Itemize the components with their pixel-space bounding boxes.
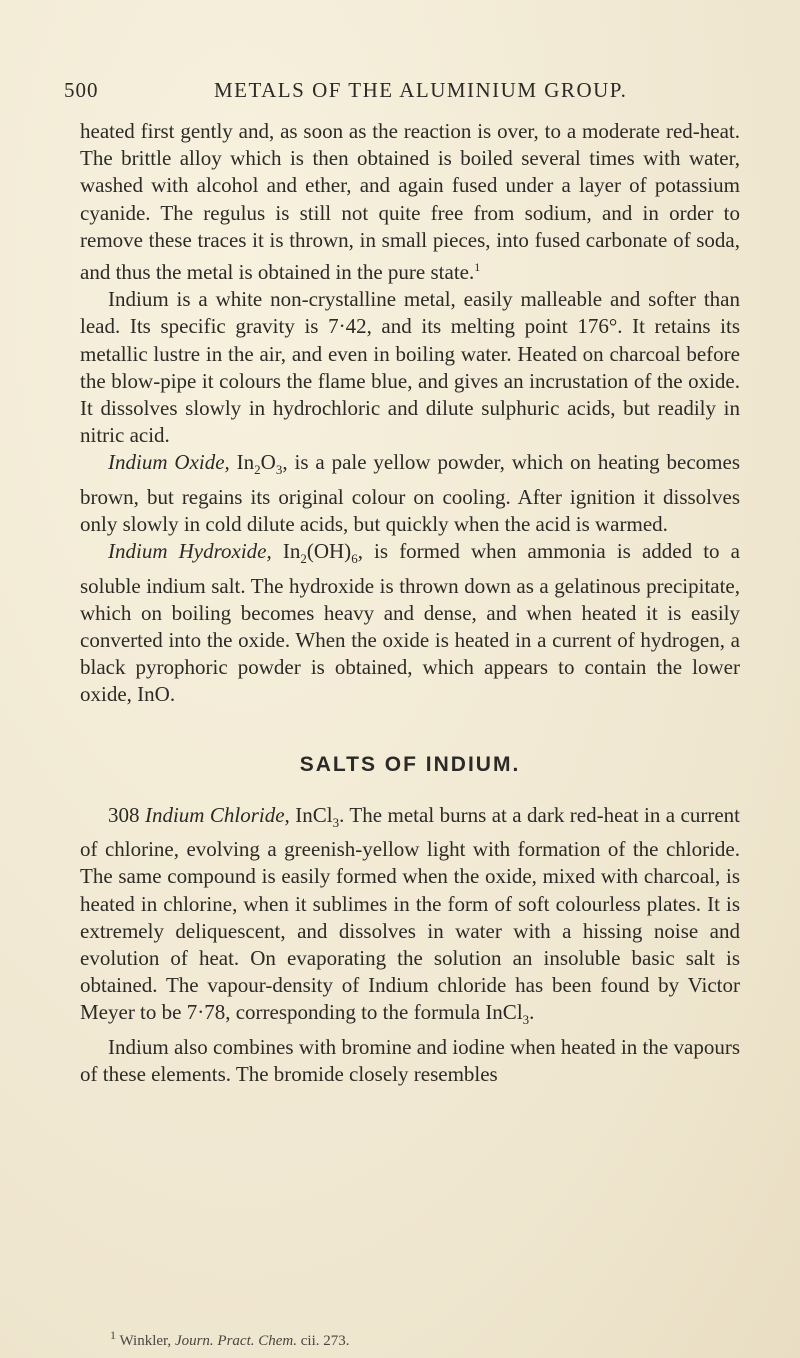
formula: InCl$_3$ <box>485 1000 530 1028</box>
paragraph-indium-oxide: Indium Oxide, $In_2O_3$, is a pale yellow powder, which on heating becomes brown, but regains its original colour on cooling. After ignition it dissolves only slowly in cold dilute acids, but quickly when the acid is warmed. <box>80 450 741 537</box>
footnote-ref-text: cii. 273. <box>300 1333 350 1349</box>
paragraph-bromine-iodine: Indium also combines with bromine and iodine when heated in the vapours of these elements. The bromide closely resembles <box>80 1034 740 1087</box>
running-head <box>64 78 728 110</box>
page-number: 500 <box>64 78 99 102</box>
term-indium-hydroxide: Indium Hydroxide, <box>108 539 272 564</box>
footnote-mark: 1 <box>110 1328 116 1342</box>
paragraph-regulus: heated first gently and, as soon as the reaction is over, to a moderate red-heat. The brittle alloy which is then obtained is boiled several times with water, washed with alcohol and ether, and again fused under a layer of potassium cyanide. The regulus is still not quite free from sodium, and in order to remove these traces it is thrown, in small pieces, into fused carbonate of soda, and thus the metal is obtained in the pure state.$^1$ <box>80 119 740 285</box>
running-title: METALS OF THE ALUMINIUM GROUP. <box>214 78 628 102</box>
paragraph-indium-hydroxide: Indium Hydroxide, $In_2(OH)_6$, is formed when ammonia is added to a soluble indium salt. The hydroxide is thrown down as a gelatinous precipitate, which on boiling becomes heavy and dense, and when heated it is easily converted into the oxide. When the oxide is heated in a current of hydrogen, a black pyrophoric powder is obtained, which appears to contain the lower oxide, InO. <box>80 539 740 707</box>
footnote-author: Winkler, <box>119 1333 172 1349</box>
paragraph-indium-chloride: 308 Indium Chloride, InCl$_3$. The metal burns at a dark red-heat in a current of chlorine, evolving a greenish-yellow light with formation of the chloride. The same compound is easily formed when the oxide, mixed with charcoal, is heated in chlorine, when it sublimes in the form of soft colourless plates. It is extremely deliquescent, and dissolves in water with a hissing noise and evolution of heat. On evaporating the solution an insoluble basic salt is obtained. The vapour-density of Indium chloride has been found by Victor Meyer to be 7·78, corresponding to the formula InCl$_3$. <box>80 802 741 1028</box>
footnote-journal: Journ. Pract. Chem. <box>174 1333 298 1349</box>
formula: $In_2(OH)_6$ <box>282 539 358 567</box>
term-indium-oxide: Indium Oxide, <box>108 450 230 475</box>
term-indium-chloride: Indium Chloride, <box>144 802 290 827</box>
formula: InCl$_3$ <box>295 802 340 831</box>
footnote-ref: 1 <box>474 260 481 275</box>
section-heading: SALTS OF INDIUM. <box>299 752 521 776</box>
body-text <box>80 118 740 1088</box>
footnote <box>110 1328 350 1350</box>
paragraph-indium-properties: Indium is a white non-crystalline metal, easily malleable and softer than lead. Its specific gravity is 7·42, and its melting point 176°. It retains its metallic lustre in the air, and even in boiling water. Heated on charcoal before the blow-pipe it colours the flame blue, and gives an incrustation of the oxide. It dissolves slowly in hydrochloric and dilute sulphuric acids, but readily in nitric acid. <box>80 287 740 448</box>
paragraph-number: 308 <box>108 802 140 827</box>
formula: $In_2O_3$ <box>236 450 283 478</box>
